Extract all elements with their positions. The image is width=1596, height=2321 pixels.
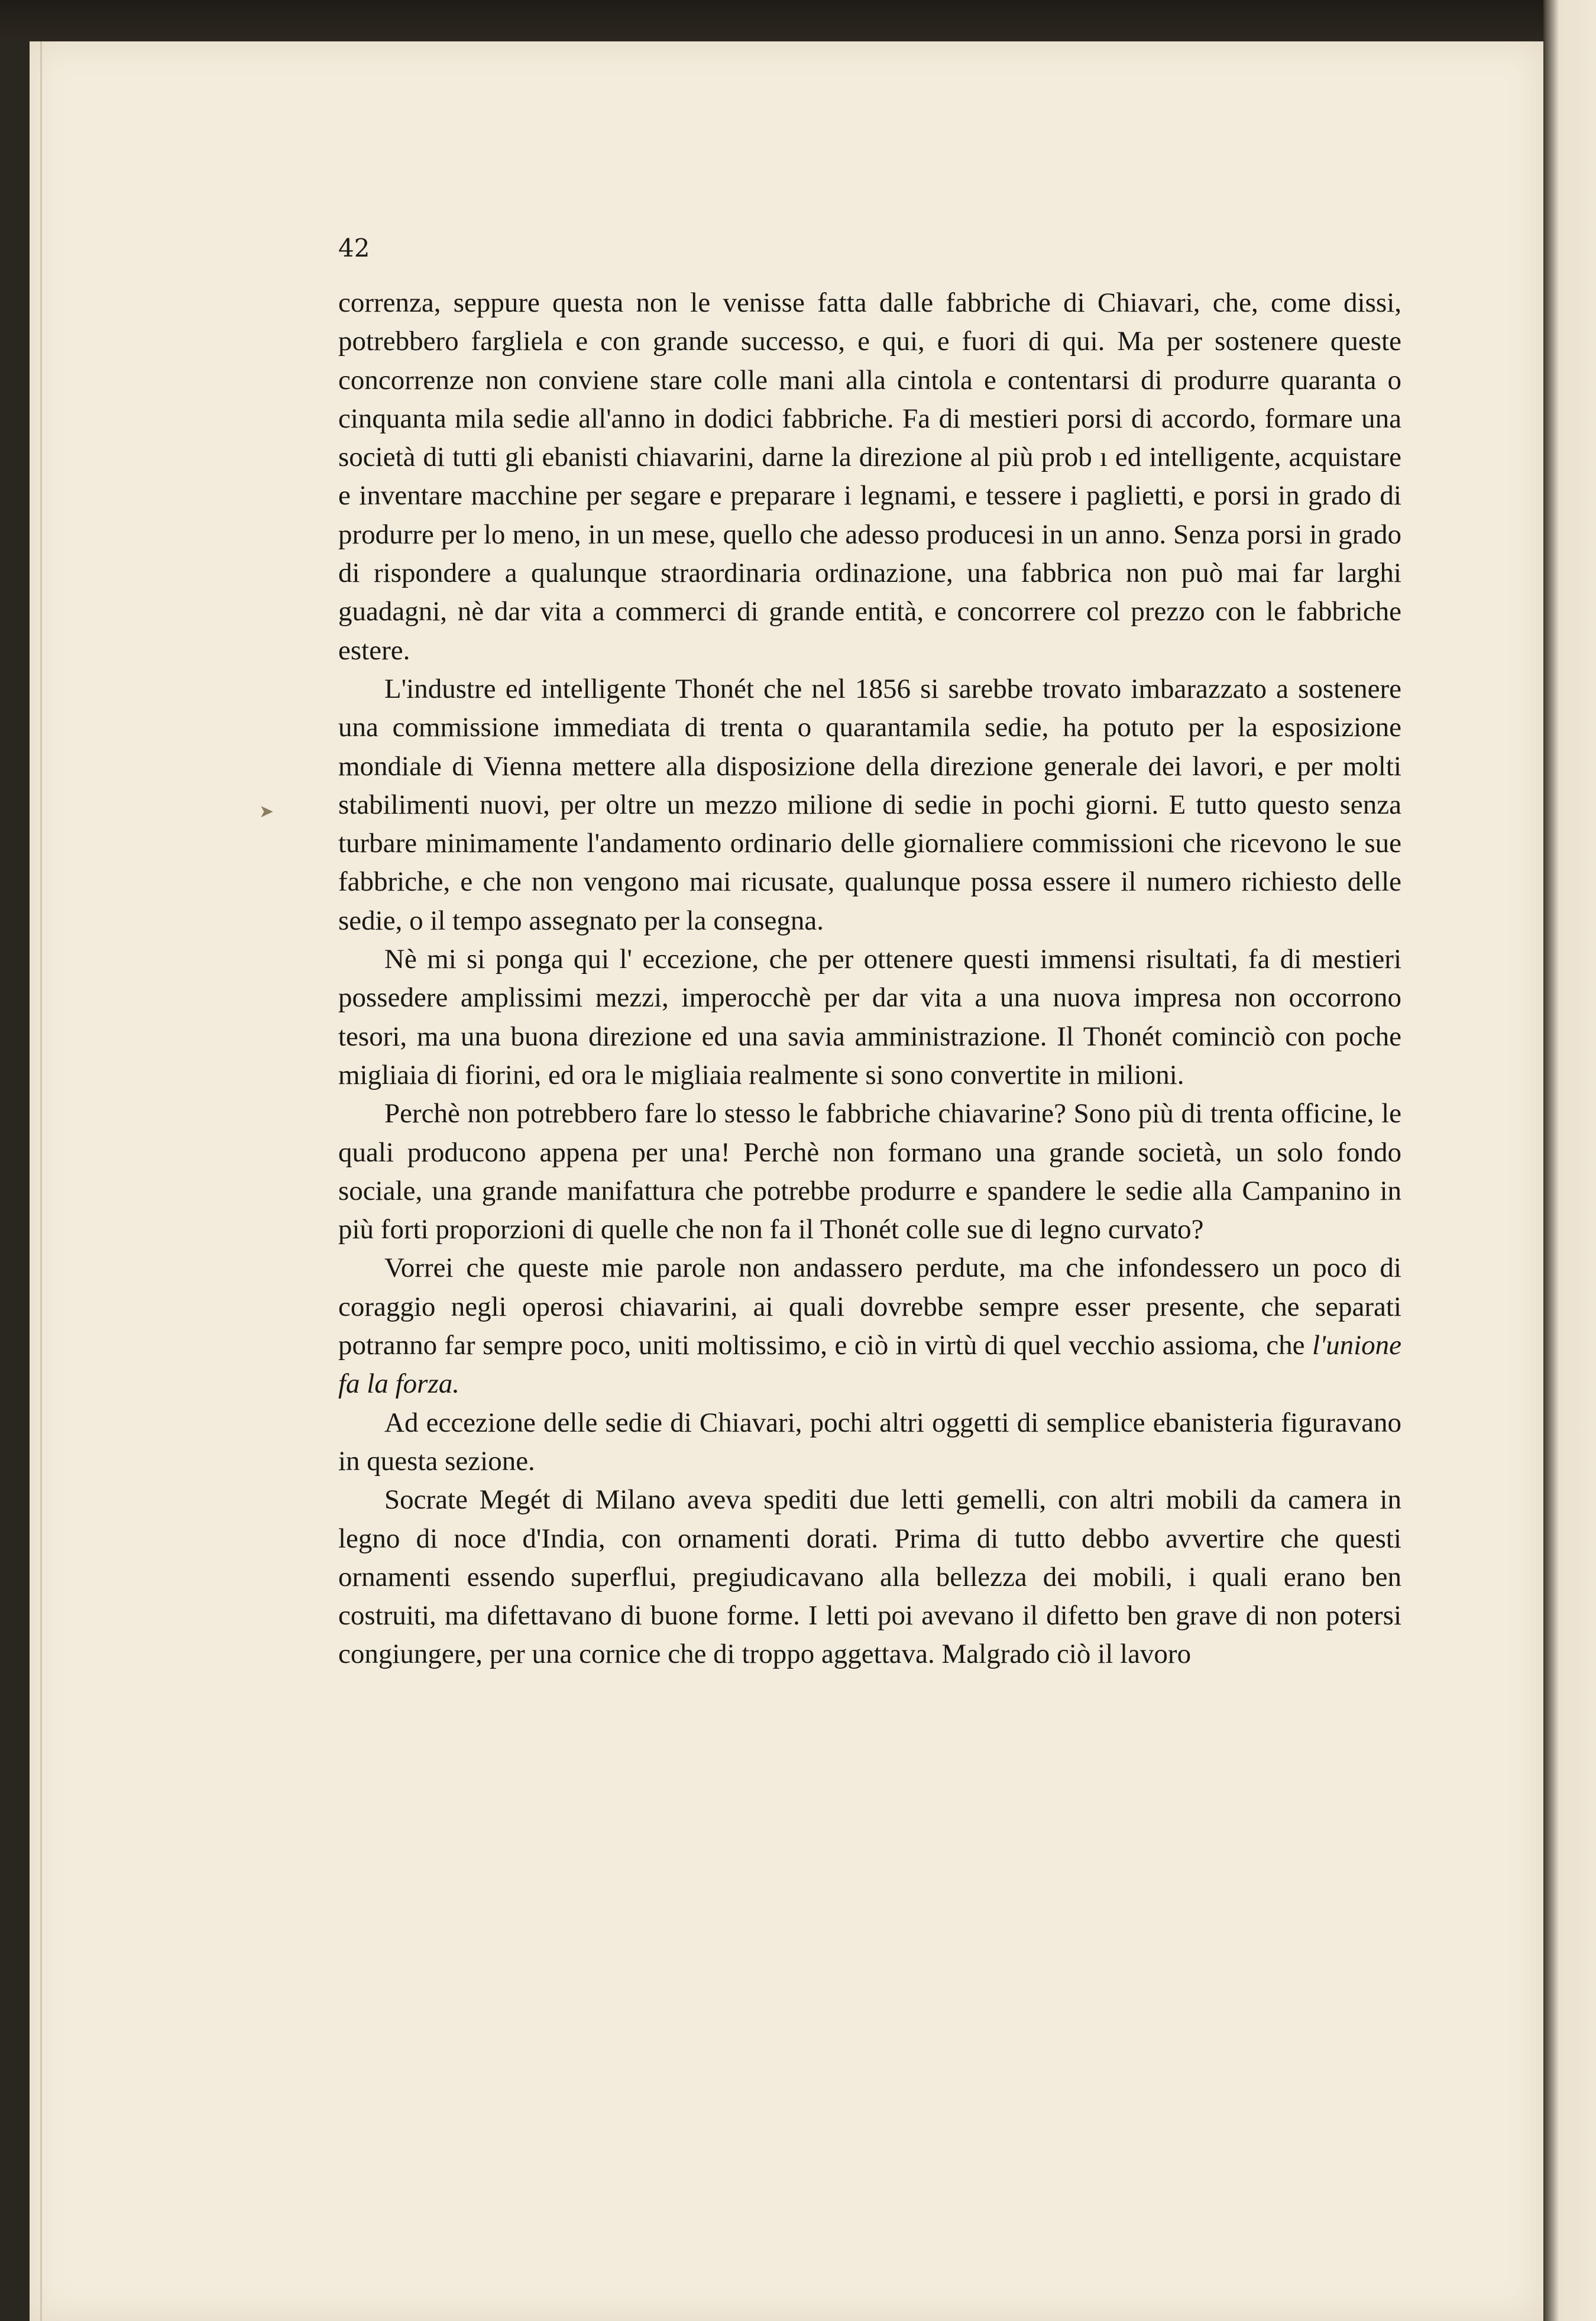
paragraph-continuation: correnza, seppure questa non le venisse fatta dalle fabbriche di Chiavari, che, come dissi, potrebbero fargliela e con grande successo, e qui, e fuori di qui. Ma per sostenere queste concorrenze non conviene stare colle mani alla cintola e contentarsi di produrre quaranta o cinquanta mila sedie all'anno in dodici fabbriche. Fa di mestieri porsi di accordo, formare una società di tutti gli ebanisti chiavarini, darne la direzione al più prob ı ed intelligente, acquistare e inventare macchine per segare e preparare i legnami, e tessere i paglietti, e porsi in grado di produrre per lo meno, in un mese, quello che adesso producesi in un anno. Senza porsi in grado di rispondere a qualunque straordinaria ordinazione, una fabbrica non può mai far larghi guadagni, nè dar vita a commerci di grande entità, e concorrere col prezzo con le fabbriche estere.	[338, 287, 1401, 666]
paragraph-perche: Perchè non potrebbero fare lo stesso le fabbriche chiavarine? Sono più di trenta officine, le quali producono appena per una! Perchè non formano una grande società, un solo fondo sociale, una grande manifattura che potrebbe produrre e spandere le sedie alla Campanino in più forti proporzioni di quelle che non fa il Thonét colle sue di legno curvato?	[338, 1098, 1401, 1245]
paragraph-ad-eccezione: Ad eccezione delle sedie di Chiavari, pochi altri oggetti di semplice ebanisteria figuravano in questa sezione.	[338, 1407, 1401, 1477]
margin-mark: ➤	[259, 801, 274, 822]
next-page-edge	[1543, 0, 1596, 2321]
paragraph-socrate-meget: Socrate Megét di Milano aveva spediti due letti gemelli, con altri mobili da camera in legno di noce d'India, con ornamenti dorati. Prima di tutto debbo avvertire che questi ornamenti essendo superflui, pregiudicavano alla bellezza dei mobili, i quali erano ben costruiti, ma difettavano di buone forme. I letti poi avevano il difetto ben grave di non potersi congiungere, per una cornice che di troppo aggettava. Malgrado ciò il lavoro	[338, 1484, 1401, 1670]
paragraph-vorrei	[338, 1249, 1401, 1403]
page-number: 42	[338, 234, 370, 263]
paragraph-vorrei-text: Vorrei che queste mie parole non andassero perdute, ma che infondessero un poco di coraggio negli operosi chiavarini, ai quali dovrebbe sempre esser presente, che separati potranno far sempre poco, uniti moltissimo, e ciò in virtù di quel vecchio assioma, che	[338, 1252, 1401, 1361]
page-body-text	[338, 284, 1401, 1674]
paragraph-eccezione: Nè mi si ponga qui l' eccezione, che per ottenere questi immensi risultati, fa di mestieri possedere amplissimi mezzi, imperocchè per dar vita a una nuova impresa non occorrono tesori, ma una buona direzione ed una savia amministrazione. Il Thonét cominciò con poche migliaia di fiorini, ed ora le migliaia realmente si sono convertite in milioni.	[338, 944, 1401, 1090]
paragraph-vorrei-motto: l'unione fa la forza.	[338, 1330, 1401, 1400]
paragraph-thonet: L'industre ed intelligente Thonét che nel 1856 si sarebbe trovato imbarazzato a sostenere una commissione immediata di trenta o quarantamila sedie, ha potuto per la esposizione mondiale di Vienna mettere alla disposizione della direzione generale dei lavori, e per molti stabilimenti nuovi, per oltre un mezzo milione di sedie in pochi giorni. E tutto questo senza turbare minimamente l'andamento ordinario delle giornaliere commissioni che ricevono le sue fabbriche, e che non vengono mai ricusate, qualunque possa essere il numero richiesto delle sedie, o il tempo assegnato per la consegna.	[338, 673, 1401, 936]
book-top-edge	[0, 0, 1596, 41]
